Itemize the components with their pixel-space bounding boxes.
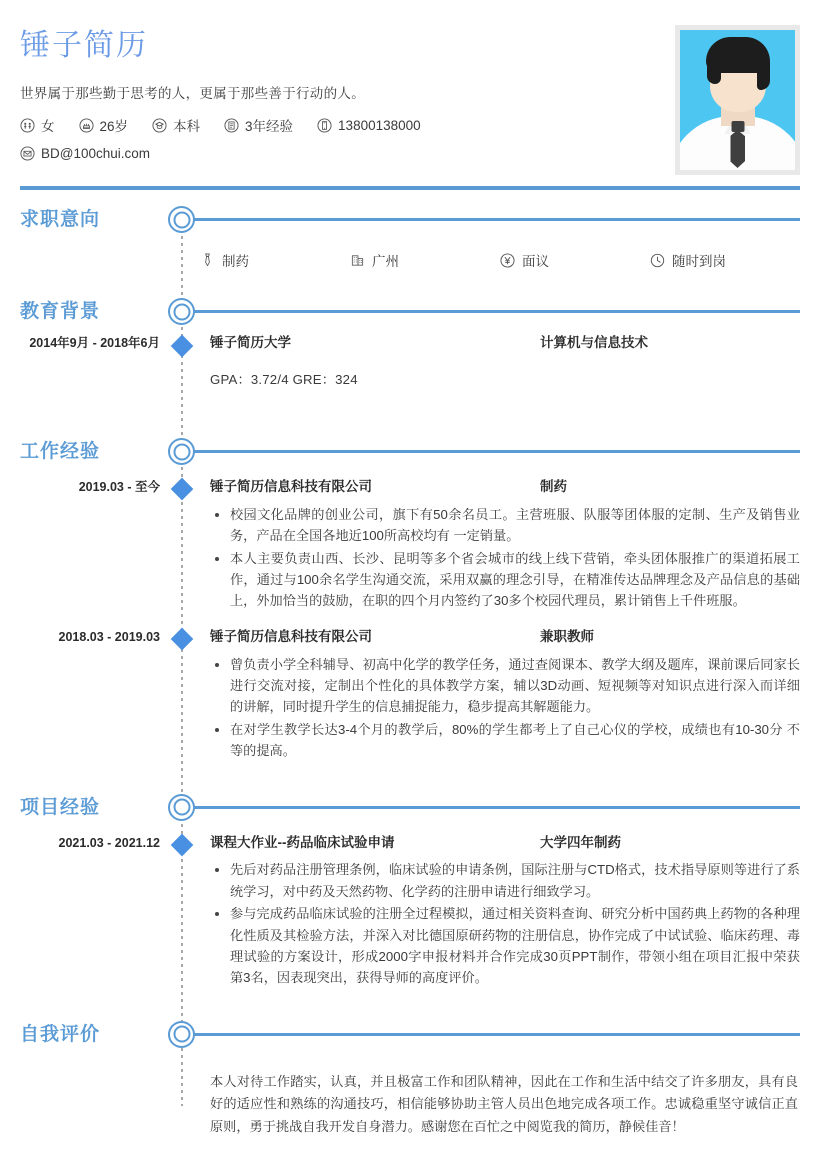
entry-body: [210, 478, 800, 612]
info-age-text: 26岁: [99, 119, 129, 134]
entry-dates: 2019.03 - 至今: [78, 480, 160, 494]
list-item: 在对学生教学长达3-4个月的教学后，80%的学生都考上了自己心仪的学校，成绩也有10-30分 不等的提高。: [210, 719, 800, 762]
intent-city: [350, 250, 500, 270]
info-education-text: 本科: [173, 119, 201, 134]
section-header-project: [0, 784, 820, 830]
section-title-evaluation: 自我评价: [20, 1023, 101, 1045]
list-item: 校园文化品牌的创业公司，旗下有50余名员工。主营班服、队服等团体服的定制、生产及销售业务，产品在全国各地近100所高校均有 一定销量。: [210, 504, 800, 547]
timeline-diamond-marker: [171, 335, 194, 358]
section-rule: [192, 1033, 800, 1036]
list-item: 曾负责小学全科辅导、初高中化学的教学任务，通过查阅课本、教学大纲及题库，课前课后同家长进行交流对接，定制出个性化的具体教学方案，辅以3D动画、短视频等对知识点进行深入而详细的讲解，同时提升学生的信息捕捉能力，稳步提高其解题能力。: [210, 654, 800, 718]
entry-organization: 课程大作业--药品临床试验申请: [210, 834, 395, 850]
intent-position-text: 制药: [222, 254, 249, 269]
entry-dates: 2021.03 - 2021.12: [58, 835, 160, 850]
list-item: 本人主要负责山西、长沙、昆明等多个省会城市的线上线下营销，牵头团体服推广的渠道拓展工作，通过与100余名学生沟通交流，采用双赢的理念引导，在精准传达品牌理念及产品信息的基础上，外加恰当的鼓励，在职的四个月内签约了30多个校园代理员，累计销售上千件班服。: [210, 548, 800, 612]
entry-heading: [210, 834, 800, 853]
info-age: [79, 115, 129, 135]
section-header-education: [0, 288, 820, 334]
info-gender-text: 女: [41, 119, 55, 134]
entry-organization: 锤子简历大学: [210, 335, 291, 350]
intent-availability: [650, 250, 800, 270]
work-entry: [0, 478, 820, 612]
job-intent-row: [200, 250, 800, 270]
entry-bullet-list: [210, 654, 800, 762]
building-icon: [350, 252, 365, 268]
section-rule: [192, 310, 800, 313]
section-rule: [192, 450, 800, 453]
resume-body: [0, 186, 820, 1139]
envelope-icon: [20, 146, 35, 161]
info-gender: [20, 115, 55, 135]
education-entry: [0, 334, 820, 408]
entry-heading: [210, 628, 800, 647]
section-marker-icon: [168, 438, 195, 465]
intent-salary-text: 面议: [522, 254, 549, 269]
section-title-intent: 求职意向: [20, 209, 101, 230]
timeline-diamond-marker: [171, 478, 194, 501]
info-email: [20, 146, 150, 161]
info-education: [152, 115, 200, 135]
section-rule: [192, 806, 800, 809]
work-entry: [0, 628, 820, 762]
section-marker-icon: [168, 1021, 195, 1048]
section-header-evaluation: [0, 1011, 820, 1057]
entry-dates: 2018.03 - 2019.03: [58, 629, 160, 644]
page-title: 锤子简历: [20, 29, 148, 62]
gender-icon: [20, 118, 35, 133]
project-entry: [0, 834, 820, 989]
entry-heading: [210, 478, 800, 497]
entry-role: 大学四年制药: [540, 834, 621, 850]
entry-role: 兼职教师: [540, 628, 594, 644]
avatar-tie: [730, 130, 745, 168]
phone-icon: [317, 118, 332, 133]
salary-yen-icon: [500, 253, 515, 268]
experience-doc-icon: [224, 118, 239, 133]
avatar-hair-side-left: [707, 60, 721, 84]
clock-icon: [650, 253, 665, 268]
section-marker-icon: [168, 794, 195, 821]
timeline-diamond-marker: [171, 833, 194, 856]
personal-motto: 世界属于那些勤于思考的人，更属于那些善于行动的人。: [20, 86, 365, 101]
list-item: 先后对药品注册管理条例，临床试验的申请条例，国际注册与CTD格式，技术指导原则等进行了系统学习，对中药及天然药物、化学药的注册申请进行细致学习。: [210, 859, 800, 902]
entry-bullet-list: [210, 859, 800, 988]
entry-organization: 锤子简历信息科技有限公司: [210, 628, 372, 644]
section-marker-icon: [168, 206, 195, 233]
entry-bullet-list: [210, 504, 800, 612]
entry-body: [210, 834, 800, 989]
self-evaluation-text: 本人对待工作踏实，认真，并且极富工作和团队精神，因此在工作和生活中结交了许多朋友，具有良好的适应性和熟练的沟通技巧，相信能够协助主管人员出色地完成各项工作。忠诚稳重坚守诚信正直原则，勇于挑战自我开发自身潜力。感谢您在百忙之中阅览我的简历，静候佳音！: [210, 1073, 798, 1135]
entry-organization: 锤子简历信息科技有限公司: [210, 479, 372, 494]
section-title-education: 教育背景: [20, 301, 101, 322]
entry-role: 计算机与信息技术: [540, 335, 648, 350]
section-header-intent: [0, 196, 820, 242]
resume-header: [0, 0, 820, 186]
entry-role: 制药: [540, 479, 567, 494]
section-title-project: 项目经验: [20, 796, 101, 818]
entry-body: [210, 628, 800, 762]
info-experience-text: 3年经验: [245, 119, 294, 134]
birthday-icon: [79, 118, 94, 133]
section-header-work: [0, 428, 820, 474]
timeline-diamond-marker: [171, 627, 194, 650]
list-item: 参与完成药品临床试验的注册全过程模拟，通过相关资料查询、研究分析中国药典上药物的各种理化性质及其检验方法，并深入对比德国原研药物的注册信息，协作完成了中试试验、临床药理、毒理试验的方案设计，形成2000字申报材料并合作完成30页PPT制作，带领小组在项目汇报中荣获第3名，因表现突出，获得导师的高度评价。: [210, 903, 800, 989]
avatar: [675, 25, 800, 175]
entry-dates: 2014年9月 - 2018年6月: [29, 336, 160, 350]
info-experience: [224, 115, 293, 135]
education-cap-icon: [152, 118, 167, 133]
intent-city-text: 广州: [372, 254, 399, 269]
education-scores: GPA：3.72/4 GRE：324: [210, 371, 358, 387]
avatar-image: [680, 30, 795, 170]
tie-icon: [200, 252, 215, 268]
intent-position: [200, 250, 350, 270]
intent-salary: [500, 250, 650, 270]
entry-body: [210, 334, 800, 388]
info-phone-text: 13800138000: [338, 117, 421, 133]
entry-heading: [210, 334, 800, 353]
avatar-hair-side-right: [757, 58, 770, 90]
intent-availability-text: 随时到岗: [672, 254, 726, 269]
section-title-work: 工作经验: [20, 441, 101, 462]
section-rule: [192, 218, 800, 221]
info-email-text: BD@100chui.com: [41, 146, 151, 161]
section-marker-icon: [168, 298, 195, 325]
info-phone: [317, 118, 421, 133]
